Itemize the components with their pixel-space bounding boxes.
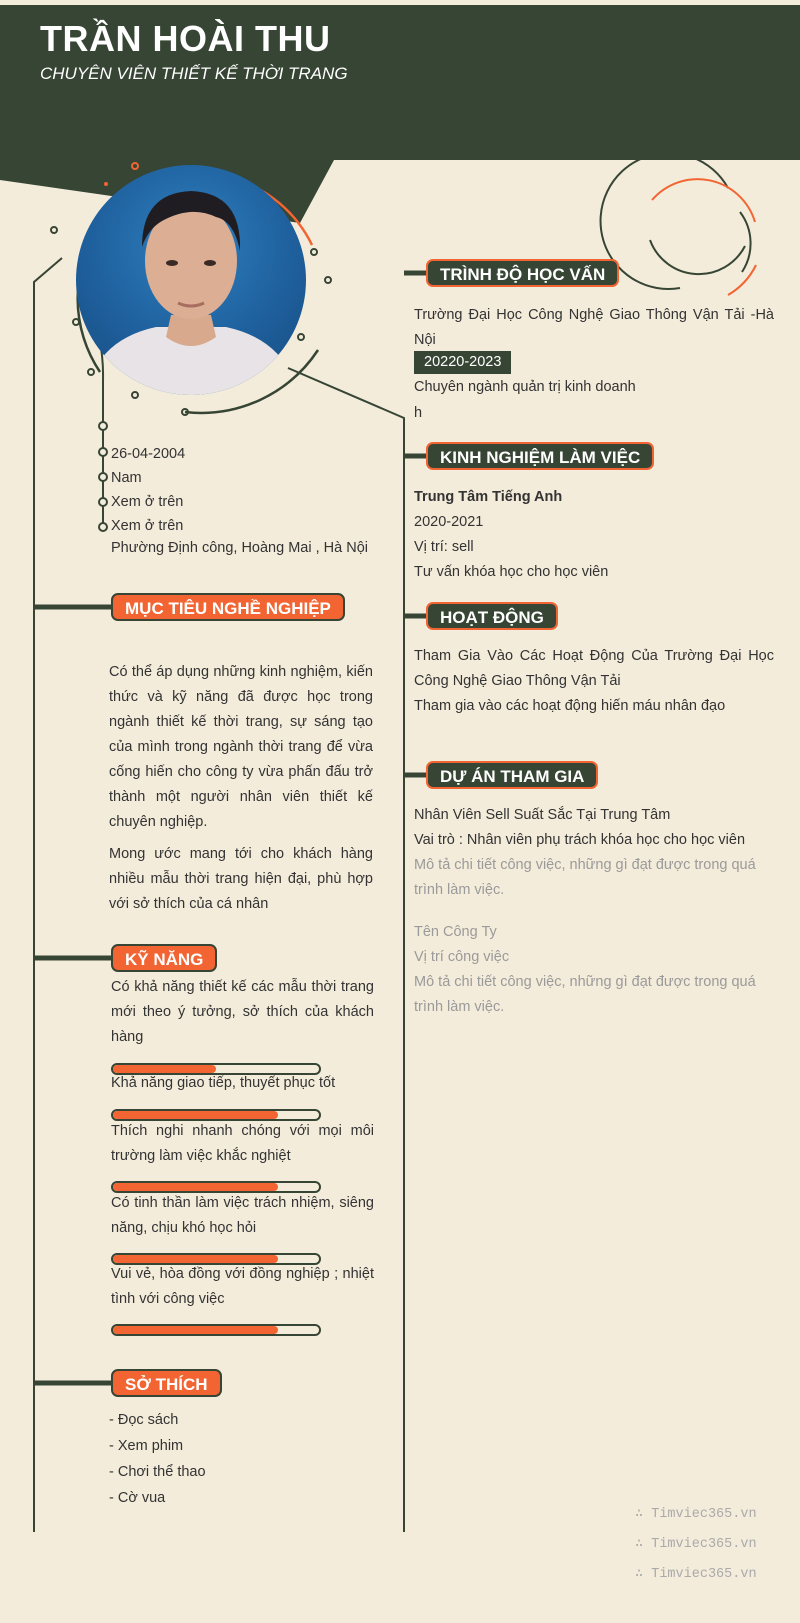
experience-years: 2020-2021 bbox=[414, 514, 484, 530]
skill-level-fill bbox=[113, 1111, 278, 1119]
section-title-activities: HOẠT ĐỘNG bbox=[426, 602, 558, 630]
activity-1: Tham Gia Vào Các Hoạt Động Của Trường Đại Học Công Nghệ Giao Thông Vận Tải bbox=[414, 648, 774, 689]
skill-level-fill bbox=[113, 1326, 278, 1334]
watermark-text: ∴ Timviec365.vn bbox=[635, 1537, 757, 1552]
objective-paragraph-1: Có thể áp dụng những kinh nghiệm, kiến thức và kỹ năng đã được học trong ngành thiết kế thời trang, sự sáng tạo của mình trong ngành thời trang để vừa cống hiến cho công ty vừa phấn đấu trở thành một người nhân viên thiết kế chuyên nghiệp. bbox=[109, 664, 373, 830]
project-description-1: Mô tả chi tiết công việc, những gì đạt được trong quá trình làm việc. bbox=[414, 857, 756, 898]
skill-level-fill bbox=[113, 1183, 278, 1191]
job-title: CHUYÊN VIÊN THIẾT KẾ THỜI TRANG bbox=[40, 64, 348, 83]
address: Phường Định công, Hoàng Mai , Hà Nội bbox=[111, 540, 368, 556]
objective-paragraph-2: Mong ước mang tới cho khách hàng nhiều mẫu thời trang hiện đại, phù hợp với sở thích của cá nhân bbox=[109, 846, 373, 912]
info-node bbox=[99, 473, 107, 481]
education-note: h bbox=[414, 405, 423, 421]
deco-ring-outer bbox=[601, 153, 728, 289]
section-title-experience: KINH NGHIỆM LÀM VIỆC bbox=[426, 442, 654, 470]
info-node bbox=[99, 448, 107, 456]
experience-company: Trung Tâm Tiếng Anh bbox=[414, 489, 563, 505]
experience-position: Vị trí: sell bbox=[414, 539, 474, 555]
hobby-item: - Đọc sách bbox=[109, 1412, 179, 1428]
hobby-item: - Cờ vua bbox=[109, 1490, 166, 1506]
section-title-projects: DỰ ÁN THAM GIA bbox=[426, 761, 598, 789]
education-major: Chuyên ngành quản trị kinh doanh bbox=[414, 379, 636, 395]
hobby-item: - Chơi thể thao bbox=[109, 1464, 206, 1480]
section-title-skills: KỸ NĂNG bbox=[111, 944, 217, 972]
deco-ring-orange bbox=[652, 179, 755, 222]
skill-name: Có khả năng thiết kế các mẫu thời trang mới theo ý tưởng, sở thích của khách hàng bbox=[111, 979, 374, 1045]
candidate-name: TRẦN HOÀI THU bbox=[40, 18, 331, 59]
project-company-placeholder: Tên Công Ty bbox=[414, 924, 497, 940]
email: Xem ở trên bbox=[111, 518, 184, 534]
skill-name: Có tinh thần làm việc trách nhiệm, siêng năng, chịu khó học hỏi bbox=[111, 1195, 374, 1236]
deco-ring-right bbox=[740, 212, 751, 272]
timeline-left-line bbox=[34, 258, 62, 1532]
project-role: Vai trò : Nhân viên phụ trách khóa học cho học viên bbox=[414, 832, 746, 848]
education-school: Trường Đại Học Công Nghệ Giao Thông Vận Tải -Hà Nội bbox=[414, 307, 774, 348]
hobby-item: - Xem phim bbox=[109, 1438, 184, 1454]
gender: Nam bbox=[111, 470, 142, 486]
project-name: Nhân Viên Sell Suất Sắc Tại Trung Tâm bbox=[414, 807, 671, 823]
deco-ring-inner bbox=[650, 240, 745, 274]
activity-2: Tham gia vào các hoạt động hiến máu nhân đạo bbox=[414, 698, 726, 714]
watermark-text: ∴ Timviec365.vn bbox=[635, 1507, 757, 1522]
avatar-portrait bbox=[76, 165, 306, 395]
info-node bbox=[99, 498, 107, 506]
phone: Xem ở trên bbox=[111, 494, 184, 510]
info-node bbox=[99, 523, 107, 531]
skill-name: Khả năng giao tiếp, thuyết phục tốt bbox=[111, 1075, 336, 1091]
experience-description: Tư vấn khóa học cho học viên bbox=[414, 564, 609, 580]
skill-name: Thích nghi nhanh chóng với mọi môi trường làm việc khắc nghiệt bbox=[111, 1123, 374, 1164]
watermark-text: ∴ Timviec365.vn bbox=[635, 1567, 757, 1582]
section-title-objective: MỤC TIÊU NGHỀ NGHIỆP bbox=[111, 593, 345, 621]
deco-ring-orange-small bbox=[728, 265, 756, 295]
section-title-hobbies: SỞ THÍCH bbox=[111, 1369, 222, 1397]
education-years-badge: 20220-2023 bbox=[414, 351, 511, 374]
skill-name: Vui vẻ, hòa đồng với đồng nghiệp ; nhiệt tình với công việc bbox=[111, 1266, 374, 1307]
info-node bbox=[99, 422, 107, 430]
section-title-education: TRÌNH ĐỘ HỌC VẤN bbox=[426, 259, 619, 287]
avatar bbox=[76, 165, 306, 395]
skill-level-bar bbox=[111, 1324, 321, 1336]
project-description-2: Mô tả chi tiết công việc, những gì đạt được trong quá trình làm việc. bbox=[414, 974, 756, 1015]
project-position-placeholder: Vị trí công việc bbox=[414, 949, 510, 965]
birthday: 26-04-2004 bbox=[111, 446, 186, 462]
